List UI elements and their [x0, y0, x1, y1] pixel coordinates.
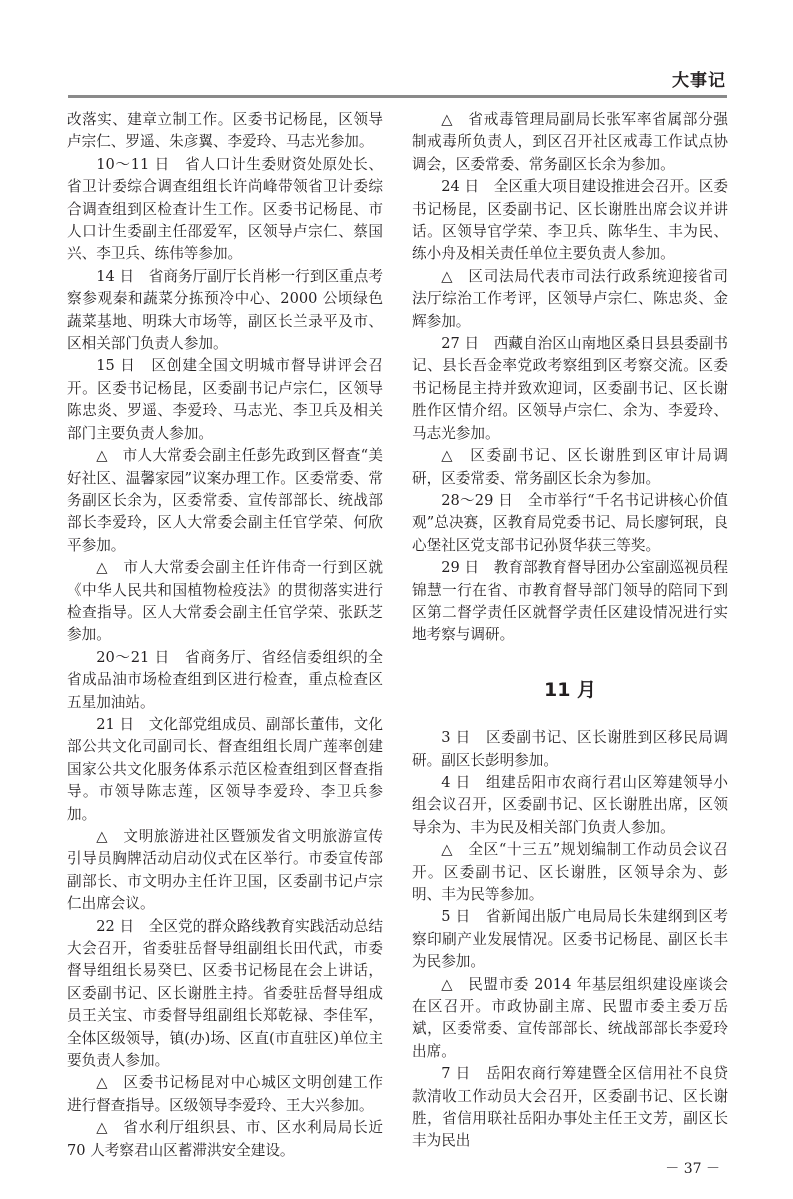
- paragraph: 27 日 西藏自治区山南地区桑日县县委副书记、县长吾金率党政考察组到区考察交流。区委书记杨昆主持并致欢迎词，区委副书记、区长谢胜作区情介绍。区领导卢宗仁、余为、李爱玲、马志光参加。: [412, 335, 728, 442]
- paragraph: △ 市人大常委会副主任彭先政到区督查“美好社区、温馨家园”议案办理工作。区委常委、常务副区长余为，区委常委、宣传部部长、统战部部长李爱玲，区人大常委会副主任官学荣、何欣平参加。: [67, 447, 383, 554]
- page-number: － 37 －: [665, 1160, 720, 1177]
- paragraph: 3 日 区委副书记、区长谢胜到区移民局调研。副区长彭明参加。: [412, 729, 728, 769]
- paragraph: 24 日 全区重大项目建设推进会召开。区委书记杨昆，区委副书记、区长谢胜出席会议并讲话。区领导官学荣、李卫兵、陈华生、丰为民、练小舟及相关责任单位主要负责人参加。: [412, 178, 728, 263]
- paragraph: 20～21 日 省商务厅、省经信委组织的全省成品油市场检查组到区进行检查，重点检查区五星加油站。: [67, 648, 383, 711]
- paragraph: 29 日 教育部教育督导团办公室副巡视员程锦慧一行在省、市教育督导部门领导的陪同下到区第二督学责任区就督学责任区建设情况进行实地考察与调研。: [412, 559, 728, 644]
- section-title: 大事记: [672, 71, 726, 91]
- paragraph: 7 日 岳阳农商行筹建暨全区信用社不良贷款清收工作动员大会召开，区委副书记、区长谢胜，省信用联社岳阳办事处主任王文芳，副区长丰为民出: [412, 1065, 728, 1150]
- paragraph: △ 区委副书记、区长谢胜到区审计局调研，区委常委、常务副区长余为参加。: [412, 447, 728, 487]
- paragraph: △ 区委书记杨昆对中心城区文明创建工作进行督查指导。区级领导李爱玲、王大兴参加。: [67, 1074, 383, 1114]
- paragraph: 21 日 文化部党组成员、副部长董伟，文化部公共文化司副司长、督查组组长周广莲率创建国家公共文化服务体系示范区检查组到区督查指导。市领导陈志莲，区领导李爱玲、李卫兵参加。: [67, 715, 383, 823]
- left-column: [67, 109, 383, 1162]
- paragraph: 5 日 省新闻出版广电局局长朱建纲到区考察印刷产业发展情况。区委书记杨昆、副区长丰为民参加。: [412, 908, 728, 971]
- header-rule: [68, 95, 727, 98]
- paragraph: △ 民盟市委 2014 年基层组织建设座谈会在区召开。市政协副主席、民盟市委主委万岳斌，区委常委、宣传部部长、统战部部长李爱玲出席。: [412, 975, 728, 1060]
- paragraph: △ 省水利厅组织县、市、区水利局局长近 70 人考察君山区蓄滞洪安全建设。: [67, 1119, 383, 1159]
- paragraph: △ 省戒毒管理局副局长张军率省属部分强制戒毒所负责人，到区召开社区戒毒工作试点协调会，区委常委、常务副区长余为参加。: [412, 111, 728, 173]
- month-heading: 11 月: [543, 678, 597, 701]
- paragraph: 28～29 日 全市举行“千名书记讲核心价值观”总决赛，区教育局党委书记、局长廖钶珉，良心堡社区党支部书记孙贤华获三等奖。: [412, 491, 728, 554]
- paragraph: 10～11 日 省人口计生委财资处原处长、省卫计委综合调查组组长许尚峰带领省卫计委综合调查组到区检查计生工作。区委书记杨昆、市人口计生委副主任邵爱军，区领导卢宗仁、蔡国兴、李卫兵、练伟等参加。: [67, 155, 383, 263]
- paragraph: △ 全区“十三五”规划编制工作动员会议召开。区委副书记、区长谢胜，区领导余为、彭明、丰为民等参加。: [412, 841, 728, 903]
- paragraph: 22 日 全区党的群众路线教育实践活动总结大会召开，省委驻岳督导组副组长田代武，市委督导组组长易癸巳、区委书记杨昆在会上讲话，区委副书记、区长谢胜主持。省委驻岳督导组成员王关宝、市委督导组副组长郑乾禄、李佳军，全体区级领导，镇(办)场、区直(市直驻区)单位主要负责人参加。: [67, 917, 383, 1070]
- paragraph: 改落实、建章立制工作。区委书记杨昆，区领导卢宗仁、罗遥、朱彦翼、李爱玲、马志光参加。: [67, 111, 383, 151]
- paragraph: 15 日 区创建全国文明城市督导讲评会召开。区委书记杨昆，区委副书记卢宗仁，区领导陈忠炎、罗遥、李爱玲、马志光、李卫兵及相关部门主要负责人参加。: [67, 357, 383, 442]
- paragraph: △ 文明旅游进社区暨颁发省文明旅游宣传引导员胸牌活动启动仪式在区举行。市委宣传部副部长、市文明办主任许卫国，区委副书记卢宗仁出席会议。: [67, 828, 383, 913]
- paragraph: △ 区司法局代表市司法行政系统迎接省司法厅综治工作考评，区领导卢宗仁、陈忠炎、金辉参加。: [412, 267, 728, 330]
- right-column: [412, 109, 728, 1199]
- paragraph: △ 市人大常委会副主任许伟奇一行到区就《中华人民共和国植物检疫法》的贯彻落实进行检查指导。区人大常委会副主任官学荣、张跃芝参加。: [67, 559, 383, 644]
- paragraph: 4 日 组建岳阳市农商行君山区筹建领导小组会议召开，区委副书记、区长谢胜出席，区领导余为、丰为民及相关部门负责人参加。: [412, 773, 728, 836]
- paragraph: 14 日 省商务厅副厅长肖彬一行到区重点考察参观秦和蔬菜分拣预冷中心、2000 公顷绿色蔬菜基地、明珠大市场等，副区长兰录平及市、区相关部门负责人参加。: [67, 267, 383, 353]
